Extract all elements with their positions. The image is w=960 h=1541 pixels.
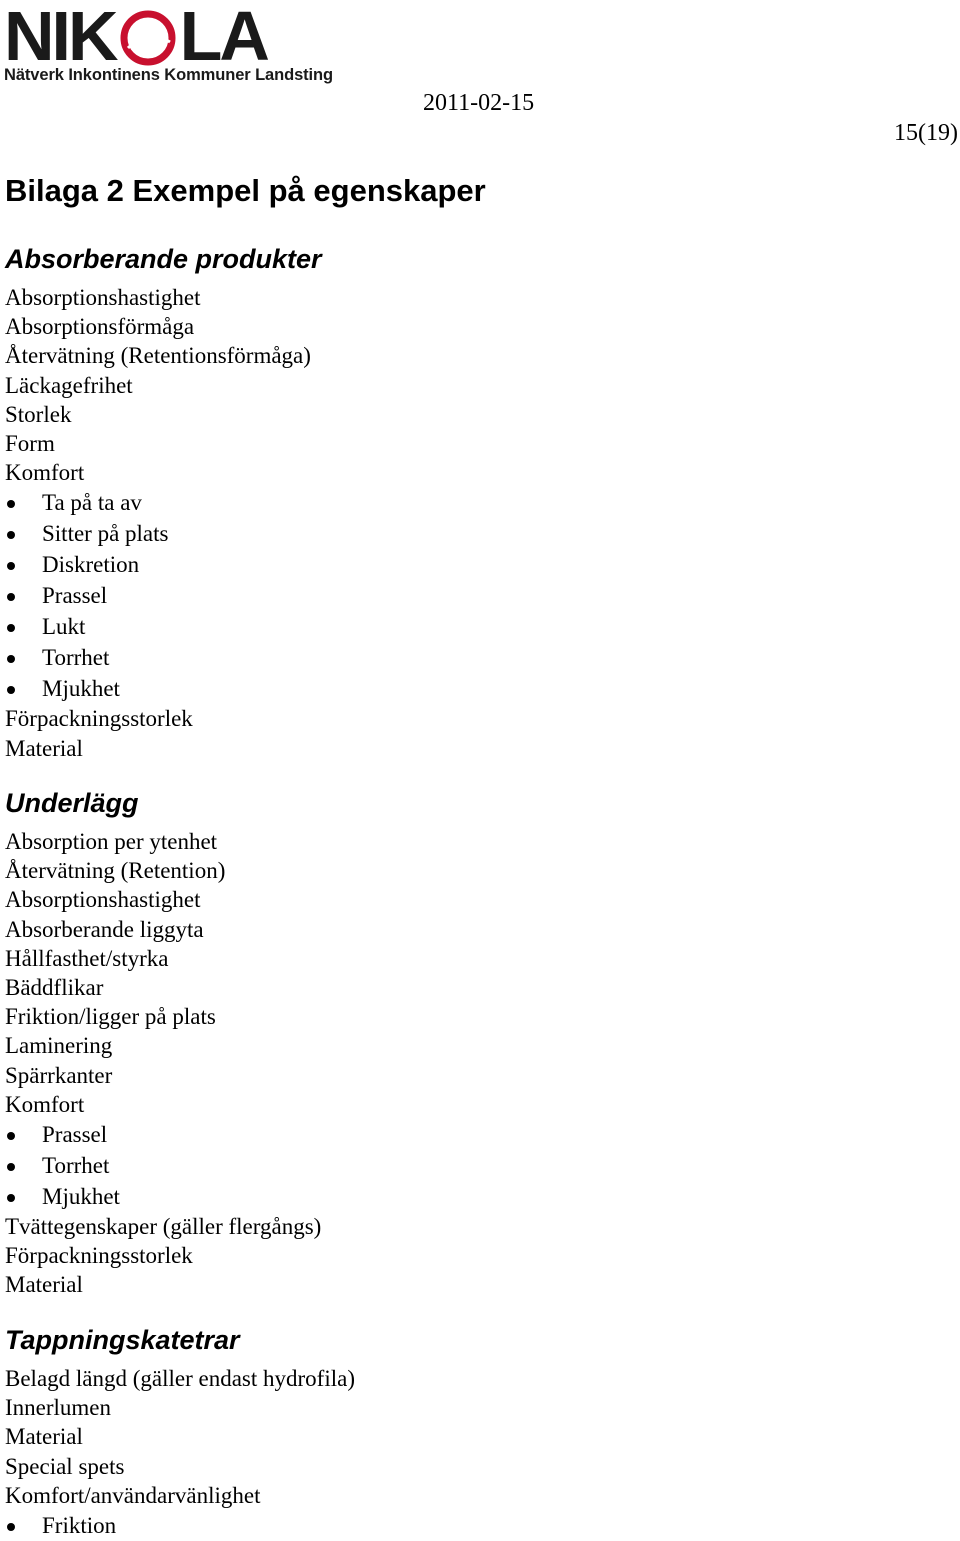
bullet-list-item: Mjukhet bbox=[5, 1181, 321, 1212]
bullet-list-item: Torrhet bbox=[5, 642, 311, 673]
list-item: Absorptionshastighet bbox=[5, 285, 201, 310]
bullet-list-item: Mjukhet bbox=[5, 673, 311, 704]
list-item: Innerlumen bbox=[5, 1395, 112, 1421]
logo-tagline: Nätverk Inkontinens Kommuner Landsting bbox=[4, 66, 333, 84]
section-list-underlagg bbox=[5, 827, 321, 1300]
bullet-list-item: Prassel bbox=[5, 1119, 321, 1150]
logo-text-left: NIK bbox=[4, 0, 116, 75]
list-item: Absorptionsförmåga bbox=[5, 314, 195, 340]
list-item: Förpackningsstorlek bbox=[5, 1243, 193, 1269]
document-title: Bilaga 2 Exempel på egenskaper bbox=[5, 173, 486, 208]
list-item: Återvätning (Retentionsförmåga) bbox=[5, 343, 311, 369]
list-item: Bäddflikar bbox=[5, 975, 104, 1001]
list-item: Komfort bbox=[5, 1091, 85, 1117]
list-item: Hållfasthet/styrka bbox=[5, 945, 169, 971]
section-list-tappningskatetrar bbox=[5, 1364, 355, 1541]
list-item: Komfort/användarvänlighet bbox=[5, 1482, 261, 1508]
list-item: Läckagefrihet bbox=[5, 372, 133, 398]
bullet-list-item: Torrhet bbox=[5, 1150, 321, 1181]
section-heading-tappningskatetrar: Tappningskatetrar bbox=[5, 1325, 240, 1355]
logo-text-right: LA bbox=[179, 0, 267, 75]
bullet-list-item: Ta på ta av bbox=[5, 487, 311, 518]
list-item: Storlek bbox=[5, 401, 72, 427]
list-item: Special spets bbox=[5, 1453, 125, 1479]
list-item: Spärrkanter bbox=[5, 1062, 113, 1088]
list-item: Material bbox=[5, 735, 83, 761]
list-item: Absorptionshastighet bbox=[5, 887, 201, 913]
nikola-logo bbox=[4, 0, 333, 90]
list-item: Material bbox=[5, 1424, 83, 1450]
section-list-absorberande-produkter bbox=[5, 283, 311, 763]
list-item: Form bbox=[5, 431, 55, 457]
list-item: Material bbox=[5, 1272, 83, 1298]
list-item: Återvätning (Retention) bbox=[5, 858, 226, 884]
list-item: Laminering bbox=[5, 1033, 113, 1059]
list-item: Komfort bbox=[5, 460, 85, 486]
list-item: Förpackningsstorlek bbox=[5, 706, 193, 732]
list-item: Tvättegenskaper (gäller flergångs) bbox=[5, 1214, 322, 1240]
section-heading-underlagg: Underlägg bbox=[5, 788, 139, 818]
document-date: 2011-02-15 bbox=[423, 90, 535, 116]
list-item: Belagd längd (gäller endast hydrofila) bbox=[5, 1366, 355, 1391]
bullet-list-item: Sitter på plats bbox=[5, 518, 311, 549]
section-heading-absorberande-produkter: Absorberande produkter bbox=[5, 244, 322, 274]
list-item: Friktion/ligger på plats bbox=[5, 1004, 216, 1030]
bullet-list-item: Diskretion bbox=[5, 549, 311, 580]
bullet-list-item: Prassel bbox=[5, 580, 311, 611]
list-item: Absorption per ytenhet bbox=[5, 829, 218, 854]
bullet-list-item: Lukt bbox=[5, 611, 311, 642]
page-number: 15(19) bbox=[894, 120, 958, 146]
list-item: Absorberande liggyta bbox=[5, 916, 204, 942]
logo-wordmark bbox=[4, 0, 267, 75]
bullet-list-item: Friktion bbox=[5, 1510, 355, 1541]
logo-ring-icon bbox=[118, 8, 178, 68]
